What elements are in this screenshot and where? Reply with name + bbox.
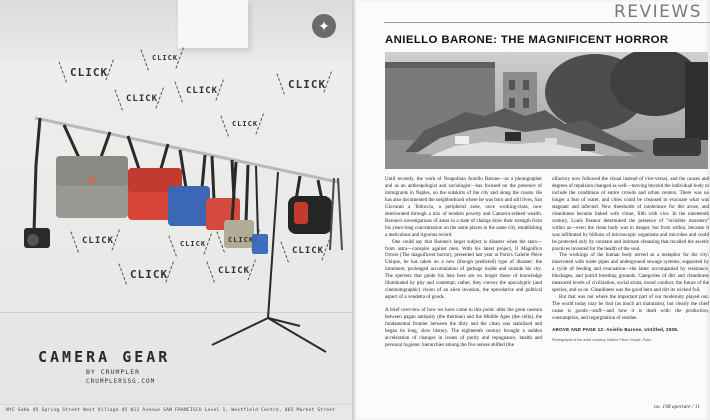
blue-bag xyxy=(168,186,210,226)
stand-post xyxy=(268,172,278,318)
article-title: ANIELLO BARONE: THE MAGNIFICENT HORROR xyxy=(385,34,669,46)
stand-leg-right xyxy=(268,318,326,352)
article-column-1 xyxy=(385,176,542,349)
photo-credit: Photographs of the artist courtesy Galerie Pièce Unique, Paris xyxy=(552,337,651,342)
camera-lens xyxy=(27,234,39,246)
ad-headline: CAMERA GEAR xyxy=(38,348,171,366)
click-label: CLICK xyxy=(126,94,159,104)
click-label: CLICK xyxy=(232,120,259,128)
paragraph: But that was not where the important part of our modernity played out. The world today may be foul (as much art maintains), but clearly the chief cause is goods—stuff—and how it is dealt with: the production, consumption, and regurgitation of residue. xyxy=(552,294,709,322)
stand-leg-left xyxy=(212,318,268,345)
article-column-2 xyxy=(552,176,709,344)
click-label: CLICK xyxy=(70,66,109,79)
garbage-heap-photograph xyxy=(385,52,708,169)
paragraph: The workings of the human body served as a metaphor for the city: innervated with water pipes and underground sewage systems, supported by a cycle of feeding and evacuation—the latter accompanied by resistance, blockages, and putrid breeding grounds. Categories of dirt and cleanliness measured levels of civilization, social strata, moral conduct, the future of the species, and so on. Cleanliness was the good hero and dirt its wicked foil. xyxy=(552,252,709,294)
click-label: CLICK xyxy=(292,246,325,256)
stand-leg-back xyxy=(268,318,300,326)
photo-scene xyxy=(385,52,708,169)
click-label: CLICK xyxy=(218,266,251,276)
click-label: CLICK xyxy=(82,236,115,246)
camera-gear-advertisement xyxy=(0,0,352,420)
paragraph: One could say that Barone's larger subject is disaster when the stars—from astra—conspire against men. With his latest project, Il Magnifico Orrore (The magnificent horror), presented last year at Paris's Galerie Pièce Unique, he has taken on a new (though predicted) type of disaster: the imminent, prolonged accumulation of garbage inside and outside his city. The specters that guide his lens here are no longer those of knowledge illuminated by pity and contempt; rather, they convey the apocalyptic (and cinematographic) vision of an alien invasion, the speculative and political aspect of a vendetta of goods. xyxy=(385,238,542,301)
paragraph: Until recently, the work of Neapolitan Aniello Barone—as a photographer and as an anthropologist and sociologist—has focused on the presence of immigrants in Naples, on the outskirts of the city and along the coasts. He has also documented the neighborhood where he was born and still lives, San Giovanni a Teduccio, a peripheral zone, once working-class, now deteriorated through a mix of modern poverty and Camorra-related wealth. Barone's investigations of areas in a state of change draw their strength from his years-long concentration on the same places in the same city, establishing a meticulous and rigorous record. xyxy=(385,176,542,238)
crumpler-logo-icon: ✦ xyxy=(312,14,336,38)
paragraph: A brief overview of how we have come to this point: after the great caesura between pagan antiquity (the thermae) and the Middle Ages (the cella), the fundamental frontier between the dirty and the clean was stabilized and began its long, slow history. The eighteenth century brought a sudden acceleration of changes in issues of purity and repugnance, health and personal hygiene; hierarchies among the five senses shifted (the xyxy=(385,307,542,348)
camera-strap xyxy=(34,118,40,232)
photo-caption: ABOVE AND PAGE 12: Aniello Barone, Untitled, 2008. xyxy=(552,327,679,333)
click-label: CLICK xyxy=(130,268,169,281)
section-rule xyxy=(384,22,710,23)
page-folio: no. 198 aperture / 11 xyxy=(654,404,700,410)
ad-website: CRUMPLERSSG.COM xyxy=(86,378,156,385)
ad-byline: BY CRUMPLER xyxy=(86,368,141,376)
click-label: CLICK xyxy=(288,78,327,91)
click-label: CLICK xyxy=(186,86,219,96)
click-label: CLICK xyxy=(180,240,207,248)
click-label: CLICK xyxy=(228,236,255,244)
store-locations: NYC SoHo 45 Spring Street West Village 45 W12 Avenue SAN FRANCISCO Level 1, Westfield Centre, 865 Market Street xyxy=(6,408,336,413)
click-label: CLICK xyxy=(152,54,179,62)
paragraph: olfactory now followed the visual instead of vice-versa), and the causes and degrees of repulsion changed as well—moving beyond the individual body to include the conditions of entire crowds and urban centers. There was no longer a fear of water, and cities could be cleansed to evacuate what was stagnant and infected. New thresholds of intolerance for dirt arose, and cleanliness became linked with virtue, filth with vice. In the nineteenth century, Louis Pasteur determined the presence of "invisible monsters" within us—even the clean body was in danger, but from within, because it was infiltrated by billions of microscopic organisms and microbes and could be protected only by constant and intimate cleansing that recalled the ascetic practices invented for the health of the soul. xyxy=(552,176,709,252)
section-heading: REVIEWS xyxy=(613,2,702,22)
